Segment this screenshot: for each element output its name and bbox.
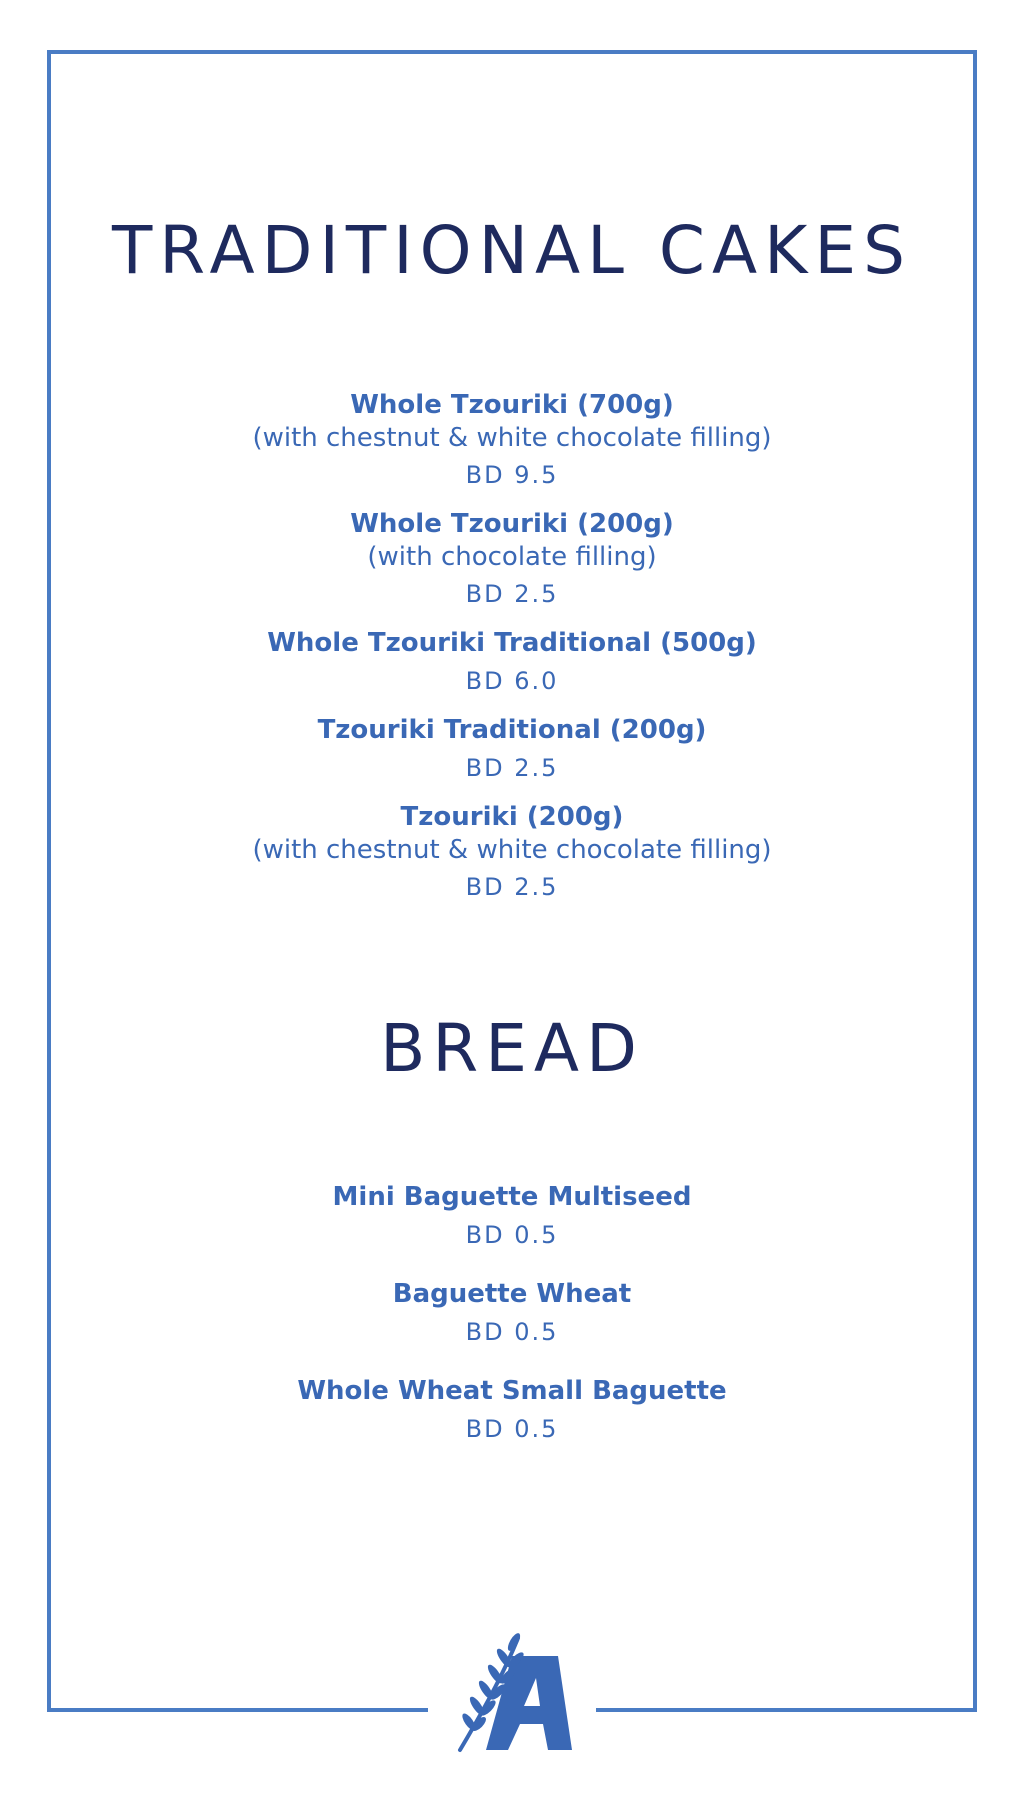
item-name: Whole Tzouriki Traditional (500g) [267, 628, 757, 658]
item-price: BD 2.5 [465, 580, 559, 608]
wheat-letter-a-logo-icon [440, 1628, 590, 1753]
menu-item [0, 388, 1024, 490]
section-title-traditional-cakes: TRADITIONAL CAKES [111, 212, 913, 289]
item-name: Whole Tzouriki (700g) [350, 390, 674, 420]
item-price: BD 0.5 [465, 1221, 559, 1249]
menu-item [0, 1180, 1024, 1250]
section-title-bread: BREAD [380, 1010, 644, 1087]
menu-item [0, 800, 1024, 902]
logo-letter-a [486, 1656, 572, 1750]
item-price: BD 2.5 [465, 754, 559, 782]
item-price: BD 2.5 [465, 873, 559, 901]
item-name: Tzouriki Traditional (200g) [317, 715, 707, 745]
item-description: (with chocolate filling) [367, 542, 657, 572]
menu-item [0, 1277, 1024, 1347]
menu-item [0, 507, 1024, 609]
item-description: (with chestnut & white chocolate filling) [252, 835, 772, 865]
item-name: Whole Tzouriki (200g) [350, 509, 674, 539]
item-price: BD 6.0 [465, 667, 559, 695]
item-name: Whole Wheat Small Baguette [297, 1376, 727, 1406]
item-description: (with chestnut & white chocolate filling) [252, 423, 772, 453]
item-price: BD 0.5 [465, 1415, 559, 1443]
menu-item [0, 713, 1024, 783]
traditional-cakes-list [0, 388, 1024, 919]
item-price: BD 0.5 [465, 1318, 559, 1346]
item-name: Mini Baguette Multiseed [332, 1182, 692, 1212]
item-price: BD 9.5 [465, 461, 559, 489]
menu-item [0, 626, 1024, 696]
bread-list [0, 1180, 1024, 1471]
menu-item [0, 1374, 1024, 1444]
item-name: Baguette Wheat [392, 1279, 632, 1309]
item-name: Tzouriki (200g) [400, 802, 624, 832]
